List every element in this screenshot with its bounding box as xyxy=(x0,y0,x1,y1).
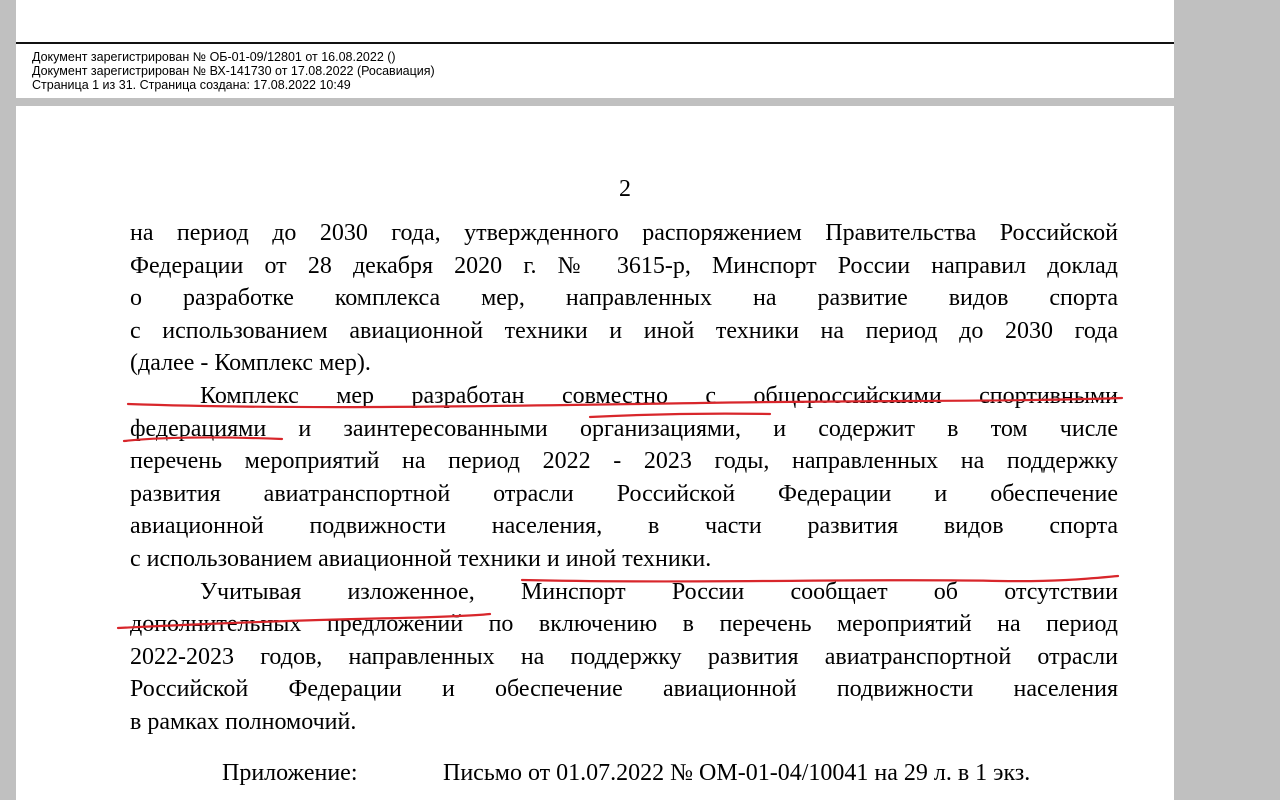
text-line: Российской Федерации и обеспечение авиационной подвижности населения xyxy=(130,676,1118,703)
text-line: (далее - Комплекс мер). xyxy=(130,350,371,377)
text-line: перечень мероприятий на период 2022 - 2023 годы, направленных на поддержку xyxy=(130,448,1118,475)
text-line: о разработке комплекса мер, направленных на развитие видов спорта xyxy=(130,285,1118,312)
text-line: дополнительных предложений по включению в перечень мероприятий на период xyxy=(130,611,1118,638)
underline-mark xyxy=(124,437,282,441)
text-line: развития авиатранспортной отрасли Российской Федерации и обеспечение xyxy=(130,480,1118,507)
stamp-line: Документ зарегистрирован № ОБ-01-09/12801 от 16.08.2022 () xyxy=(32,50,396,64)
text-line: Учитывая изложенное, Минспорт России сообщает об отсутствии xyxy=(200,578,1118,605)
text-line: в рамках полномочий. xyxy=(130,708,357,735)
underline-mark xyxy=(590,414,770,417)
text-line: 2022-2023 годов, направленных на поддержку развития авиатранспортной отрасли xyxy=(130,643,1118,670)
text-line: Комплекс мер разработан совместно с общероссийскими спортивными xyxy=(200,382,1118,409)
attachment-label: Приложение: xyxy=(222,760,358,786)
text-line: авиационной подвижности населения, в части развития видов спорта xyxy=(130,513,1118,540)
attachment-text: Письмо от 01.07.2022 № ОМ-01-04/10041 на 29 л. в 1 экз. xyxy=(443,760,1031,786)
text-line: на период до 2030 года, утвержденного распоряжением Правительства Российской xyxy=(130,220,1118,246)
text-line: с использованием авиационной техники и иной техники на период до 2030 года xyxy=(130,317,1118,344)
text-line: с использованием авиационной техники и иной техники. xyxy=(130,545,712,572)
underline-mark xyxy=(522,576,1118,581)
stamp-line: Документ зарегистрирован № ВХ-141730 от 17.08.2022 (Росавиация) xyxy=(32,64,435,78)
underline-mark xyxy=(118,614,490,628)
underline-mark xyxy=(128,398,1122,407)
page-number: 2 xyxy=(619,176,631,202)
text-line: федерациями и заинтересованными организациями, и содержит в том числе xyxy=(130,415,1118,442)
text-line: Федерации от 28 декабря 2020 г. № 3615-р, Минспорт России направил доклад xyxy=(130,252,1118,279)
stamp-line: Страница 1 из 31. Страница создана: 17.08.2022 10:49 xyxy=(32,78,351,92)
